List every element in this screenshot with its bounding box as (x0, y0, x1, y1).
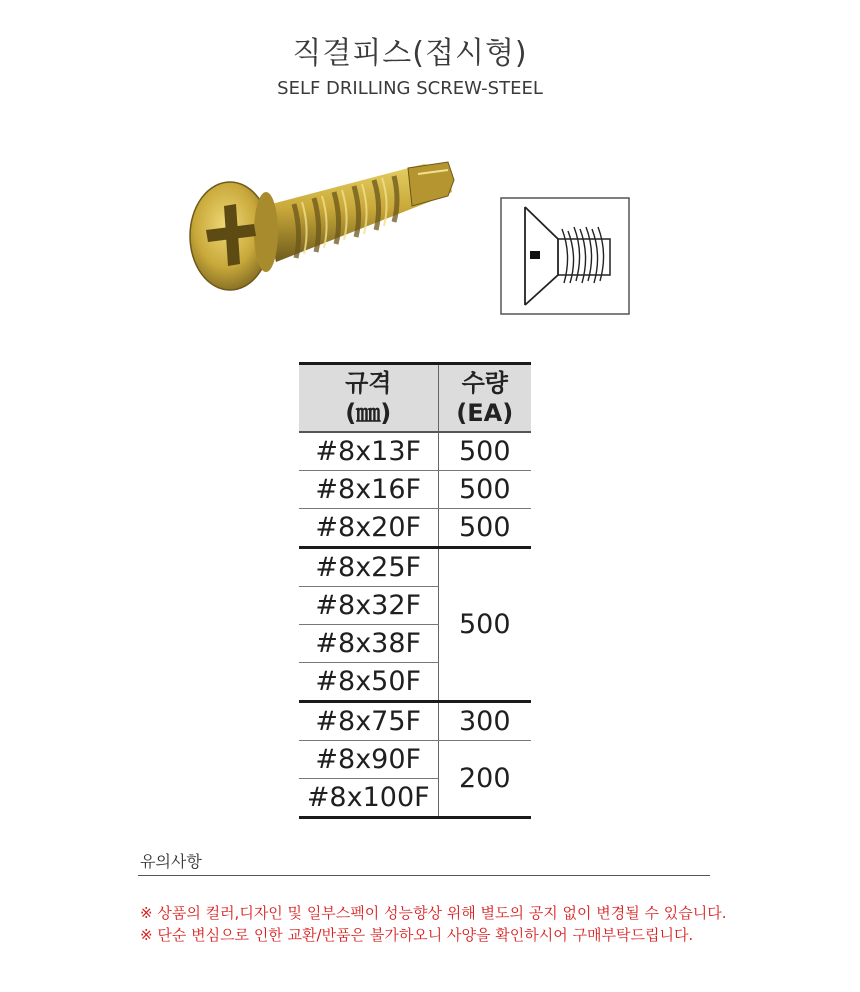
spec-cell: #8x25F (299, 548, 438, 587)
screw-photo-icon (186, 140, 456, 310)
spec-cell: #8x75F (299, 702, 438, 741)
page-title-korean: 직결피스(접시형) (292, 36, 528, 71)
spec-cell: #8x16F (299, 471, 438, 509)
qty-cell: 200 (458, 763, 511, 794)
notes-title: 유의사항 (140, 852, 202, 871)
page-title-english: SELF DRILLING SCREW-STEEL (277, 78, 543, 99)
qty-cell: 500 (438, 548, 531, 702)
qty-cell: 300 (438, 702, 531, 741)
table-row (299, 741, 531, 779)
countersunk-screw-diagram-icon (500, 197, 630, 315)
spec-cell: #8x13F (299, 432, 438, 471)
qty-cell: 500 (438, 509, 531, 548)
spec-cell: #8x100F (299, 779, 438, 818)
column-header-qty-label: 수량 (461, 369, 508, 397)
spec-cell: #8x32F (299, 587, 438, 625)
table-row (299, 548, 531, 587)
column-header-qty-unit: (EA) (456, 399, 514, 427)
notes-divider (138, 875, 710, 876)
table-row (299, 509, 531, 548)
notes-item: ※ 단순 변심으로 인한 교환/반품은 불가하오니 사양을 확인하시어 구매부탁드립니다. (140, 926, 694, 944)
table-row (299, 432, 531, 471)
column-header-spec-unit: (㎜) (345, 399, 392, 427)
spec-cell: #8x20F (299, 509, 438, 548)
column-header-spec (299, 364, 438, 433)
column-header-spec-label: 규격 (345, 369, 392, 397)
table-row (299, 471, 531, 509)
qty-cell: 500 (438, 471, 531, 509)
column-header-qty (438, 364, 531, 433)
spec-table (299, 362, 531, 819)
spec-cell: #8x38F (299, 625, 438, 663)
table-header-row (299, 364, 531, 433)
spec-cell: #8x90F (299, 741, 438, 779)
spec-cell: #8x50F (299, 663, 438, 702)
table-row (299, 702, 531, 741)
notes-item: ※ 상품의 컬러,디자인 및 일부스펙이 성능향상 위해 별도의 공지 없이 변경될 수 있습니다. (140, 904, 727, 922)
qty-cell: 500 (438, 432, 531, 471)
